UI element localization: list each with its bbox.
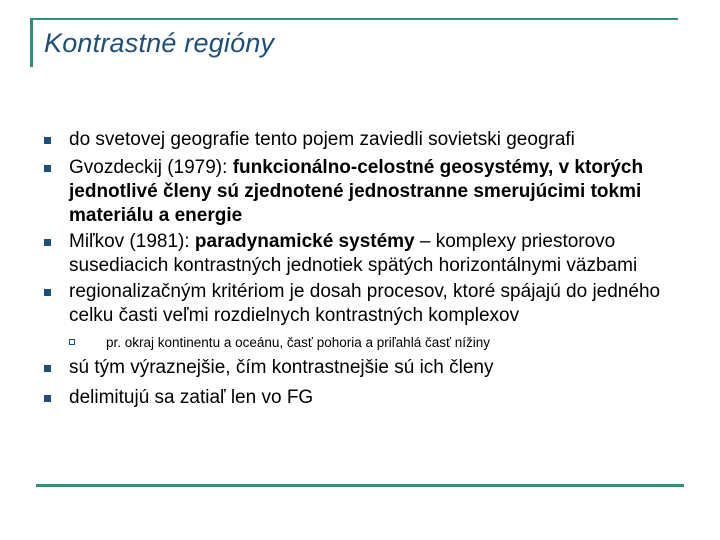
bullet-text: regionalizačným kritériom je dosah procesov, ktoré spájajú do jedného celku časti veľmi rozdielnych kontrastných komplexov (69, 281, 661, 326)
frame-vertical-line (30, 18, 33, 67)
bullet-text: Gvozdeckij (1979): (69, 157, 233, 178)
bullet-item-3 (44, 230, 694, 278)
frame-top-line (30, 18, 678, 20)
bullet-text: – komplexy priestorovo susediacich kontrastných jednotiek spätých horizontálnymi väzbami (69, 231, 638, 276)
slide-content (44, 128, 694, 410)
square-bullet-icon (44, 365, 51, 372)
square-bullet-icon (44, 289, 51, 296)
hollow-square-bullet-icon (69, 339, 75, 345)
bullet-bold-text: funkcionálno-celostné geosystémy, v ktorých jednotlivé členy sú zjednotené jednostranne smerujúcimi tokmi materiálu a energie (69, 157, 644, 226)
bullet-item-5 (44, 356, 694, 380)
bullet-text: do svetovej geografie tento pojem zaviedli sovietski geografi (69, 129, 575, 150)
bullet-item-4 (44, 280, 694, 328)
sub-bullet-item (44, 332, 694, 354)
square-bullet-icon (44, 165, 51, 172)
footer-divider (36, 484, 684, 487)
bullet-item-6 (44, 386, 694, 410)
bullet-item-1 (44, 128, 694, 152)
square-bullet-icon (44, 137, 51, 144)
bullet-item-2 (44, 156, 694, 228)
square-bullet-icon (44, 239, 51, 246)
bullet-text: sú tým výraznejšie, čím kontrastnejšie sú ich členy (69, 357, 494, 378)
bullet-bold-text: paradynamické systémy (194, 231, 415, 252)
square-bullet-icon (44, 395, 51, 402)
slide-title: Kontrastné regióny (44, 28, 275, 58)
sub-bullet-text: pr. okraj kontinentu a oceánu, časť pohoria a priľahlá časť nížiny (106, 335, 491, 350)
bullet-text: delimitujú sa zatiaľ len vo FG (69, 387, 314, 408)
bullet-text: Miľkov (1981): (69, 231, 195, 252)
